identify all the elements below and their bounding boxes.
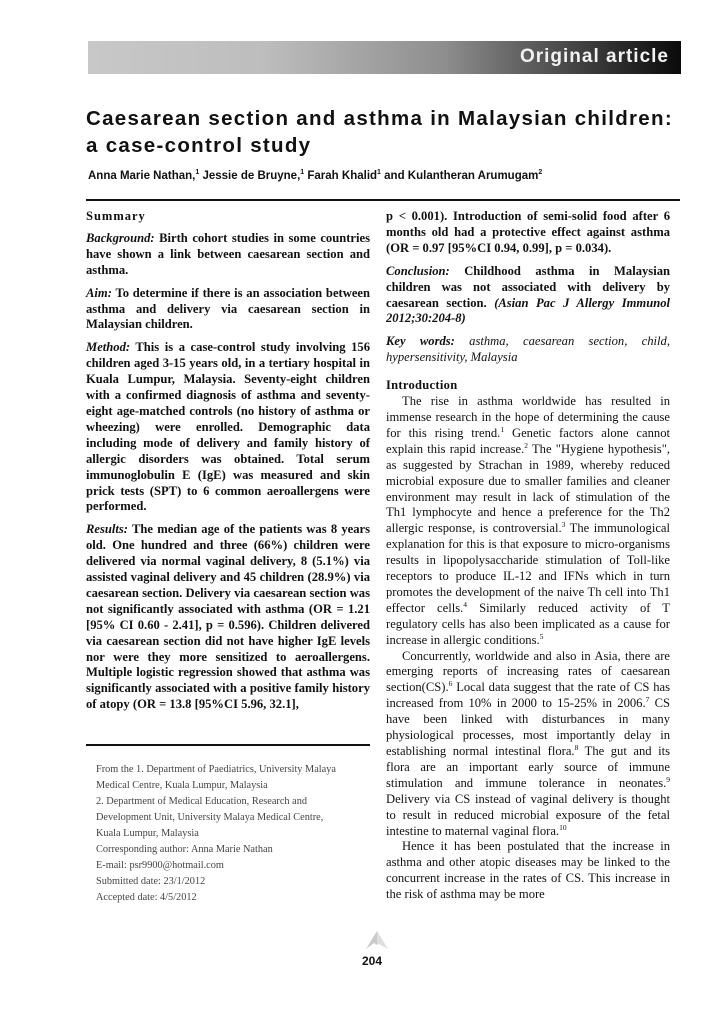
summary-conclusion xyxy=(386,264,670,328)
keywords xyxy=(386,334,670,366)
summary-heading: Summary xyxy=(86,209,146,223)
reference-mark[interactable]: 2 xyxy=(524,440,528,450)
author-list xyxy=(88,170,688,182)
reference-mark[interactable]: 6 xyxy=(448,679,453,689)
affiliation-line: 2. Department of Medical Education, Research and xyxy=(96,796,308,807)
reference-mark[interactable]: 9 xyxy=(666,774,670,784)
affiliation-line: From the 1. Department of Paediatrics, University Malaya xyxy=(96,764,336,775)
intro-paragraph-2 xyxy=(386,649,670,840)
introduction-heading: Introduction xyxy=(386,378,458,393)
text-run: Similarly reduced activity of T regulatory cells has also been implicated as a cause for increase in allergic conditions. xyxy=(386,600,671,647)
background-label: Background: xyxy=(86,230,155,245)
conclusion-label: Conclusion: xyxy=(386,263,450,278)
author-affiliation-mark: 2 xyxy=(538,169,543,177)
text-run: Delivery via CS instead of vaginal delivery is thought to result in reduced microbial exposure of the fetal intestine to maternal vaginal flora. xyxy=(386,791,670,838)
aim-text: To determine if there is an association between asthma and delivery via caesarean section in Malaysian children. xyxy=(86,285,370,332)
summary-aim xyxy=(86,286,370,334)
method-label: Method: xyxy=(86,340,131,355)
keywords-label: Key words: xyxy=(386,334,455,349)
results-text: The median age of the patients was 8 years old. One hundred and three (66%) children were delivered via normal vaginal delivery, 8 (5.1%) via assisted vaginal delivery and 45 children (28.9%) via caesarean section. Delivery via caesarean section was not significantly associated with asthma (OR = 1.21 [95% CI 0.60 - 2.41], p = 0.596). Children delivered via caesarean section did not have higher IgE levels nor were they more sensitized to aeroallergens. Multiple logistic regression showed that asthma was significantly associated with a positive family history of atopy (OR = 13.8 [95%CI 5.96, 32.1], xyxy=(86,522,371,712)
text-run: The "Hygiene hypothesis", as suggested by Strachan in 1989, whereby reduced microbial exposure due to smaller families and cleaner environment may result in lack of stimulation of the Th1 lymphocyte and hence a preference for the Th2 allergic response, is controversial. xyxy=(386,441,670,536)
method-text: This is a case-control study involving 156 children aged 3-15 years old, in a tertiary hospital in Kuala Lumpur, Malaysia. Seventy-eight children with a confirmed diagnosis of asthma and seventy-eight age-matched controls (no history of asthma or wheezing) were enrolled. Demographic data including mode of delivery and family history of allergic disorders was obtained. Total serum immunoglobulin E (IgE) was measured and skin prick tests (SPT) to 6 common aeroallergens were performed. xyxy=(86,340,370,514)
corresponding-author: Corresponding author: Anna Marie Nathan xyxy=(96,844,273,855)
background-text: Birth cohort studies in some countries have shown a link between caesarean section and asthma. xyxy=(86,230,370,277)
summary-column-left xyxy=(86,209,370,720)
reference-mark[interactable]: 3 xyxy=(561,520,566,530)
intro-paragraph-3: Hence it has been postulated that the increase in asthma and other atopic diseases may be linked to the concurrent increase in the rates of CS. This increase in the risk of asthma may be more xyxy=(386,839,670,902)
text-run: CS have been linked with disturbances in many physiological processes, most importantly delay in establishing normal intestinal flora. xyxy=(386,696,670,758)
keywords-text: asthma, caesarean section, child, hypersensitivity, Malaysia xyxy=(386,334,670,365)
author-name: and Kulantheran Arumugam xyxy=(384,170,539,182)
results-label: Results: xyxy=(86,522,128,537)
summary-method xyxy=(86,340,370,515)
aim-label: Aim: xyxy=(86,285,112,300)
reference-mark[interactable]: 7 xyxy=(645,695,650,705)
summary-results-continued: p < 0.001). Introduction of semi-solid food after 6 months old had a protective effect against asthma (OR = 0.97 [95%CI 0.94, 0.99], p = 0.034). xyxy=(386,209,670,255)
article-type-banner xyxy=(88,41,681,74)
affiliation-line: Kuala Lumpur, Malaysia xyxy=(96,828,199,839)
text-run: The rise in asthma worldwide has resulted in immense research in the hope of determining the cause for this rising trend. xyxy=(386,394,670,440)
submitted-date: Submitted date: 23/1/2012 xyxy=(96,876,206,887)
summary-results xyxy=(86,522,370,713)
reference-mark[interactable]: 4 xyxy=(463,599,468,609)
accepted-date: Accepted date: 4/5/2012 xyxy=(96,892,197,903)
email-address[interactable]: E-mail: psr9900@hotmail.com xyxy=(96,860,224,871)
author-name: Farah Khalid xyxy=(307,170,378,182)
article-type-label: Original article xyxy=(519,46,669,67)
text-run: Genetic factors alone cannot explain this rapid increase. xyxy=(386,425,670,456)
affiliation-line: Development Unit, University Malaya Medical Centre, xyxy=(96,812,324,823)
text-run: Concurrently, worldwide and also in Asia, there are emerging reports of increasing rates of caesarean section(CS). xyxy=(386,648,670,695)
reference-mark[interactable]: 10 xyxy=(559,822,567,832)
journal-logo-icon xyxy=(364,930,390,950)
introduction-body xyxy=(386,394,670,903)
text-run: The gut and its flora are an important early source of immune stimulation and immune tolerance in neonates. xyxy=(386,744,671,790)
text-run: Local data suggest that the rate of CS has increased from 10% in 2000 to 15-25% in 2006. xyxy=(386,680,670,711)
affiliation-line: Medical Centre, Kuala Lumpur, Malaysia xyxy=(96,780,268,791)
citation: (Asian Pac J Allergy Immunol 2012;30:204-8) xyxy=(386,295,670,326)
title-line-2: a case-control study xyxy=(86,134,312,157)
article-title xyxy=(86,105,686,159)
page-number: 204 xyxy=(362,954,383,968)
intro-paragraph-1 xyxy=(386,394,670,649)
summary-column-right xyxy=(386,209,670,903)
author-affiliation-mark: 1 xyxy=(300,169,305,177)
affiliations xyxy=(96,762,376,906)
summary-background xyxy=(86,231,370,279)
header-divider xyxy=(86,199,680,201)
conclusion-text: Childhood asthma in Malaysian children was not associated with delivery by caesarean section. xyxy=(386,263,670,310)
title-line-1: Caesarean section and asthma in Malaysian children: xyxy=(86,107,673,130)
reference-mark[interactable]: 5 xyxy=(539,631,544,641)
author-affiliation-mark: 1 xyxy=(195,169,200,177)
reference-mark[interactable]: 8 xyxy=(574,742,579,752)
reference-mark[interactable]: 1 xyxy=(500,424,505,434)
text-run: The immunological explanation for this is that exposure to micro-organisms results in lipopolysaccharide stimulation of Toll-like receptors to produce IL-12 and IFNs which in turn promotes the development of the naive Th cell into Th1 effector cells. xyxy=(386,521,671,615)
affiliation-divider xyxy=(86,744,370,746)
author-name: Jessie de Bruyne, xyxy=(202,170,301,182)
author-affiliation-mark: 1 xyxy=(377,169,381,177)
author-name: Anna Marie Nathan, xyxy=(88,170,196,182)
